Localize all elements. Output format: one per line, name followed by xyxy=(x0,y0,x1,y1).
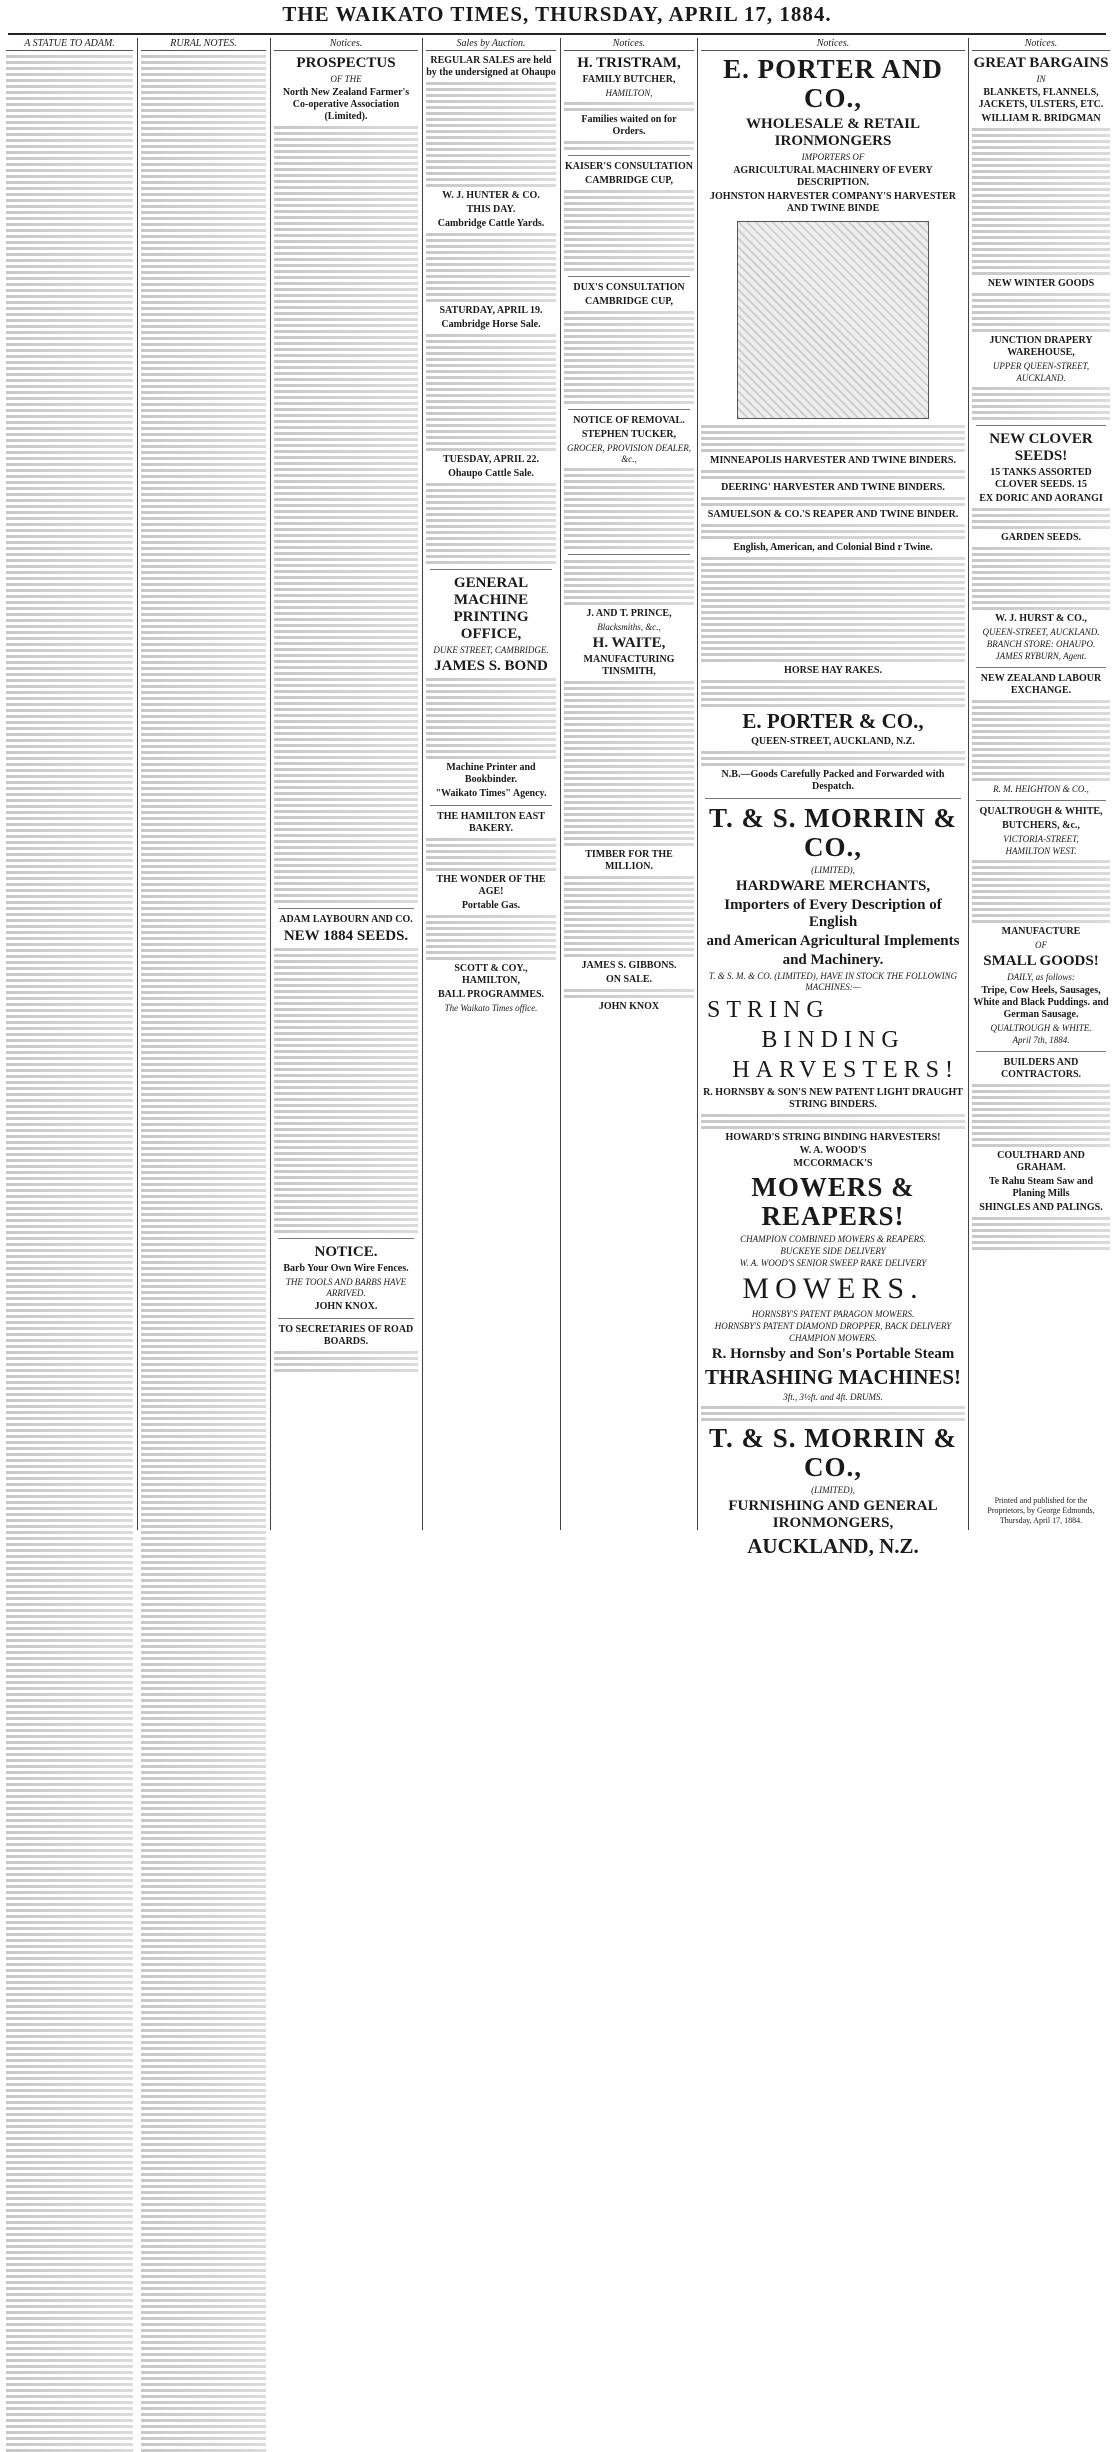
porter-address: QUEEN-STREET, AUCKLAND, N.Z. xyxy=(751,736,915,747)
seeds-list xyxy=(274,948,418,1233)
harvester-description xyxy=(701,425,965,452)
qw-signature: QUALTROUGH & WHITE. xyxy=(990,1023,1092,1033)
hornsby-dropper: HORNSBY'S PATENT DIAMOND DROPPER, BACK DELIVERY xyxy=(714,1321,952,1331)
kaiser-cambridge-cup: CAMBRIDGE CUP, xyxy=(585,175,673,186)
shingles-palings: SHINGLES AND PALINGS. xyxy=(979,1202,1103,1213)
butchers-label: BUTCHERS, &c., xyxy=(1002,820,1080,831)
portable-gas: Portable Gas. xyxy=(461,900,521,911)
waikato-times-agency: "Waikato Times" Agency. xyxy=(435,788,547,799)
notice-divider xyxy=(976,667,1106,668)
bond-subtitle: Machine Printer and Bookbinder. xyxy=(446,762,536,785)
junction-drapery: JUNCTION DRAPERY WAREHOUSE, xyxy=(989,335,1093,358)
families-waited: Families waited on for Orders. xyxy=(581,114,677,137)
notice-divider xyxy=(568,409,690,410)
column-notices-3 xyxy=(972,38,1110,1530)
gibbons-signature: JAMES S. GIBBONS. xyxy=(581,960,677,971)
notice-of-removal: NOTICE OF REMOVAL. xyxy=(573,415,685,426)
morrin-title-footer: T. & S. MORRIN & CO., xyxy=(709,1423,957,1482)
deering-binders: DEERING' HARVESTER AND TWINE BINDERS. xyxy=(721,482,945,493)
upper-queen-street: UPPER QUEEN-STREET, xyxy=(992,361,1090,371)
prince-body xyxy=(564,560,694,605)
rybourn-agent: JAMES RYBURN, Agent. xyxy=(995,651,1087,661)
article-body-text xyxy=(141,55,266,2452)
harvester-engraving xyxy=(737,221,929,419)
column-heading: A STATUE TO ADAM. xyxy=(6,38,133,51)
column-heading: Notices. xyxy=(274,38,418,51)
ex-doric: EX DORIC AND AORANGI xyxy=(979,493,1103,504)
ball-footer: The Waikato Times office. xyxy=(444,1003,538,1013)
prospectus-heading: PROSPECTUS xyxy=(296,55,396,71)
branch-store: BRANCH STORE: OHAUPO. xyxy=(986,639,1096,649)
notice-divider xyxy=(278,1238,414,1239)
prospectus-body xyxy=(274,126,418,903)
thrashing-machines: THRASHING MACHINES! xyxy=(704,1365,962,1389)
drum-sizes: 3ft., 3½ft. and 4ft. DRUMS. xyxy=(783,1392,883,1402)
saturday-date: SATURDAY, APRIL 19. xyxy=(439,305,543,316)
april-date: April 7th, 1884. xyxy=(1012,1035,1070,1045)
waite-trade: MANUFACTURING TINSMITH, xyxy=(583,654,675,677)
notice-divider xyxy=(976,800,1106,801)
tripe-list: Tripe, Cow Heels, Sausages, White and Black Puddings. and German Sausage. xyxy=(973,985,1109,1020)
samuelson-binder: SAMUELSON & CO.'S REAPER AND TWINE BINDER. xyxy=(707,509,959,520)
morrin-title: T. & S. MORRIN & CO., xyxy=(709,803,957,862)
scott-coy: SCOTT & COY., HAMILTON, xyxy=(454,963,528,986)
family-butcher: FAMILY BUTCHER, xyxy=(582,74,676,85)
prospectus-of: OF THE xyxy=(330,74,362,84)
daily-label: DAILY, as follows: xyxy=(1007,972,1075,982)
john-knox-signature: JOHN KNOX. xyxy=(314,1301,378,1312)
stock-line: T. & S. M. & CO. (LIMITED), HAVE IN STOCK THE FOLLOWING MACHINES:— xyxy=(708,971,958,992)
binding-heading: BINDING xyxy=(761,1027,905,1053)
masthead-title: THE WAIKATO TIMES, THURSDAY, APRIL 17, 1884. xyxy=(282,2,832,26)
importers-line-1: Importers of Every Description of English xyxy=(724,897,942,930)
hornsby-light-draught: R. HORNSBY & SON'S NEW PATENT LIGHT DRAUGHT STRING BINDERS. xyxy=(703,1087,963,1110)
auckland-label: AUCKLAND. xyxy=(1016,373,1066,383)
labour-exchange: NEW ZEALAND LABOUR EXCHANGE. xyxy=(980,673,1102,696)
notice-divider xyxy=(568,155,690,156)
minneapolis-binders: MINNEAPOLIS HARVESTER AND TWINE BINDERS. xyxy=(710,455,956,466)
notice-divider xyxy=(976,1051,1106,1052)
column-divider xyxy=(697,38,698,1530)
porter-title: E. PORTER AND CO., xyxy=(723,54,943,113)
importers-line-3: and Machinery. xyxy=(782,952,884,968)
great-bargains: GREAT BARGAINS xyxy=(973,55,1109,71)
notice-divider xyxy=(278,908,414,909)
waite-name: H. WAITE, xyxy=(592,635,666,651)
column-divider xyxy=(422,38,423,1530)
importers-line-2: and American Agricultural Implements xyxy=(706,933,960,949)
new-seeds-heading: NEW 1884 SEEDS. xyxy=(283,928,409,944)
prince-name: J. AND T. PRINCE, xyxy=(586,608,672,619)
notice-divider xyxy=(278,1318,414,1319)
furnishing-ironmongers: FURNISHING AND GENERAL IRONMONGERS, xyxy=(728,1498,938,1531)
notice-divider xyxy=(705,798,961,799)
this-day: THIS DAY. xyxy=(466,204,516,215)
porter-agricultural: AGRICULTURAL MACHINERY OF EVERY DESCRIPTION. xyxy=(733,165,933,188)
heighton-signature: R. M. HEIGHTON & CO., xyxy=(993,784,1089,794)
champion-mowers: CHAMPION MOWERS. xyxy=(789,1333,877,1343)
auction-body xyxy=(426,82,556,187)
notice-divider xyxy=(430,805,552,806)
column-heading: Notices. xyxy=(564,38,694,51)
notice-heading: NOTICE. xyxy=(314,1244,378,1260)
string-heading: STRING xyxy=(707,997,830,1023)
column-divider xyxy=(270,38,271,1530)
hamilton-west: HAMILTON WEST. xyxy=(1005,846,1077,856)
mowers-heading: MOWERS. xyxy=(742,1272,924,1305)
printer-imprint: Printed and published for the Proprietors, by George Edmonds, Thursday, April 17, 1884. xyxy=(987,1496,1095,1525)
laybourn-heading: ADAM LAYBOURN AND CO. xyxy=(279,914,413,925)
tucker-trade: GROCER, PROVISION DEALER, &c., xyxy=(567,443,691,464)
dispatch-note: N.B.—Goods Carefully Packed and Forwarded with Despatch. xyxy=(721,769,945,792)
garden-seeds: GARDEN SEEDS. xyxy=(1000,532,1082,543)
binder-twine: English, American, and Colonial Bind r Twine. xyxy=(733,542,933,553)
small-goods: SMALL GOODS! xyxy=(983,953,1099,969)
wood-reaper: W. A. WOOD'S SENIOR SWEEP RAKE DELIVERY xyxy=(739,1258,927,1268)
kaiser-consultation: KAISER'S CONSULTATION xyxy=(565,161,693,172)
of-label: OF xyxy=(1035,940,1047,950)
masthead-rule xyxy=(8,33,1106,35)
porter-title-footer: E. PORTER & CO., xyxy=(742,709,924,733)
hurst-name: W. J. HURST & CO., xyxy=(995,613,1087,624)
waite-body xyxy=(564,681,694,846)
dux-cambridge-cup: CAMBRIDGE CUP, xyxy=(585,296,673,307)
coulthard-graham: COULTHARD AND GRAHAM. xyxy=(997,1150,1085,1173)
in-label: IN xyxy=(1036,74,1046,84)
wonder-heading: THE WONDER OF THE AGE! xyxy=(436,874,546,897)
duke-street: DUKE STREET, CAMBRIDGE. xyxy=(433,645,549,655)
cambridge-cattle-yards: Cambridge Cattle Yards. xyxy=(437,218,545,229)
kaiser-body xyxy=(564,190,694,271)
steam-saw-mills: Te Rahu Steam Saw and Planing Mills xyxy=(988,1176,1094,1199)
ohaupo-cattle-sale: Ohaupo Cattle Sale. xyxy=(448,468,534,479)
column-heading: RURAL NOTES. xyxy=(141,38,266,51)
notice-divider xyxy=(430,569,552,570)
ball-programmes: BALL PROGRAMMES. xyxy=(437,989,545,1000)
notice-divider xyxy=(568,554,690,555)
manufacture-label: MANUFACTURE xyxy=(1001,926,1081,937)
butcher-body xyxy=(564,102,694,111)
on-sale-body xyxy=(564,989,694,998)
prince-trade: Blacksmiths, &c., xyxy=(597,622,661,632)
new-clover-seeds: NEW CLOVER SEEDS! xyxy=(989,431,1093,464)
victoria-street: VICTORIA-STREET, xyxy=(1003,834,1079,844)
harvesters-heading: HARVESTERS! xyxy=(732,1057,959,1083)
general-machine-printing: GENERAL MACHINE PRINTING OFFICE, xyxy=(453,575,529,642)
secretaries-heading: TO SECRETARIES OF ROAD BOARDS. xyxy=(278,1324,414,1347)
column-notices-1 xyxy=(274,38,418,1530)
james-bond: JAMES S. BOND xyxy=(434,658,548,674)
column-heading: Notices. xyxy=(972,38,1110,51)
prospectus-title: North New Zealand Farmer's Co-operative Association (Limited). xyxy=(282,87,410,122)
column-notices-porter-morrin xyxy=(701,38,965,1558)
butcher-footer xyxy=(564,141,694,150)
timber-body xyxy=(564,876,694,957)
hurst-address: QUEEN-STREET, AUCKLAND. xyxy=(982,627,1100,637)
notice-divider xyxy=(976,425,1106,426)
column-divider xyxy=(137,38,138,1530)
column-divider xyxy=(968,38,969,1530)
morrin-limited: (LIMITED), xyxy=(811,865,855,875)
cattle-sale-body xyxy=(426,233,556,302)
on-sale: ON SALE. xyxy=(605,974,653,985)
buckeye-delivery: BUCKEYE SIDE DELIVERY xyxy=(780,1246,886,1256)
tuesday-date: TUESDAY, APRIL 22. xyxy=(443,454,539,465)
auckland-nz: AUCKLAND, N.Z. xyxy=(747,1534,919,1558)
removal-body xyxy=(564,468,694,549)
tristram-name: H. TRISTRAM, xyxy=(577,55,681,71)
champion-combined: CHAMPION COMBINED MOWERS & REAPERS. xyxy=(740,1234,926,1244)
bridgman-body xyxy=(972,128,1110,275)
cambridge-horse-sale: Cambridge Horse Sale. xyxy=(441,319,541,330)
porter-johnston: JOHNSTON HARVESTER COMPANY'S HARVESTER AND TWINE BINDE xyxy=(710,191,956,214)
hardware-merchants: HARDWARE MERCHANTS, xyxy=(735,878,931,894)
gas-body xyxy=(426,915,556,960)
printing-body xyxy=(426,678,556,759)
john-knox: JOHN KNOX xyxy=(598,1001,660,1012)
tanks-assorted: 15 TANKS ASSORTED CLOVER SEEDS. 15 xyxy=(990,467,1092,490)
article-body-text xyxy=(6,55,133,2452)
bakery-heading: THE HAMILTON EAST BAKERY. xyxy=(437,811,545,834)
dux-body xyxy=(564,311,694,404)
auctioneer-name: W. J. HUNTER & CO. xyxy=(442,190,540,201)
column-heading: Notices. xyxy=(701,38,965,51)
mccormack-line: MCCORMACK'S xyxy=(793,1158,873,1169)
timber-heading: TIMBER FOR THE MILLION. xyxy=(585,849,673,872)
tools-arrived: THE TOOLS AND BARBS HAVE ARRIVED. xyxy=(285,1277,407,1298)
column-notices-2 xyxy=(564,38,694,1530)
bakery-body xyxy=(426,838,556,871)
porter-importers: IMPORTERS OF xyxy=(801,152,865,162)
horse-sale-body xyxy=(426,334,556,451)
column-divider xyxy=(560,38,561,1530)
stephen-tucker: STEPHEN TUCKER, xyxy=(581,429,677,440)
qualtrough-white: QUALTROUGH & WHITE, xyxy=(979,806,1103,817)
hornsby-paragon: HORNSBY'S PATENT PARAGON MOWERS. xyxy=(751,1309,915,1319)
builders-contractors: BUILDERS AND CONTRACTORS. xyxy=(1000,1057,1082,1080)
dux-consultation: DUX'S CONSULTATION xyxy=(573,282,685,293)
secretaries-body xyxy=(274,1351,418,1372)
porter-subtitle: WHOLESALE & RETAIL IRONMONGERS xyxy=(746,116,920,149)
column-statue-to-adam xyxy=(6,38,133,1530)
machinery-list xyxy=(701,557,965,662)
notice-divider xyxy=(568,276,690,277)
column-rural-notes xyxy=(141,38,266,1530)
blankets-heading: BLANKETS, FLANNELS, JACKETS, ULSTERS, ETC. xyxy=(978,87,1104,110)
barb-wire-heading: Barb Your Own Wire Fences. xyxy=(283,1263,409,1274)
bridgman-name: WILLIAM R. BRIDGMAN xyxy=(981,113,1101,124)
regular-sales: REGULAR SALES are held by the undersigned at Ohaupo xyxy=(426,55,556,78)
hornsby-portable-steam: R. Hornsby and Son's Portable Steam xyxy=(711,1346,955,1362)
horse-hay-rakes: HORSE HAY RAKES. xyxy=(784,665,882,676)
column-sales-by-auction xyxy=(426,38,556,1530)
mowers-reapers: MOWERS & REAPERS! xyxy=(751,1172,915,1231)
howard-binders: HOWARD'S STRING BINDING HARVESTERS! xyxy=(725,1132,941,1143)
morrin-limited-footer: (LIMITED), xyxy=(811,1485,855,1495)
new-winter-goods: NEW WINTER GOODS xyxy=(987,278,1095,289)
hamilton-place: HAMILTON, xyxy=(605,88,653,98)
ohaupo-sale-body xyxy=(426,483,556,564)
wood-line: W. A. WOOD'S xyxy=(799,1145,867,1156)
column-heading: Sales by Auction. xyxy=(426,38,556,51)
